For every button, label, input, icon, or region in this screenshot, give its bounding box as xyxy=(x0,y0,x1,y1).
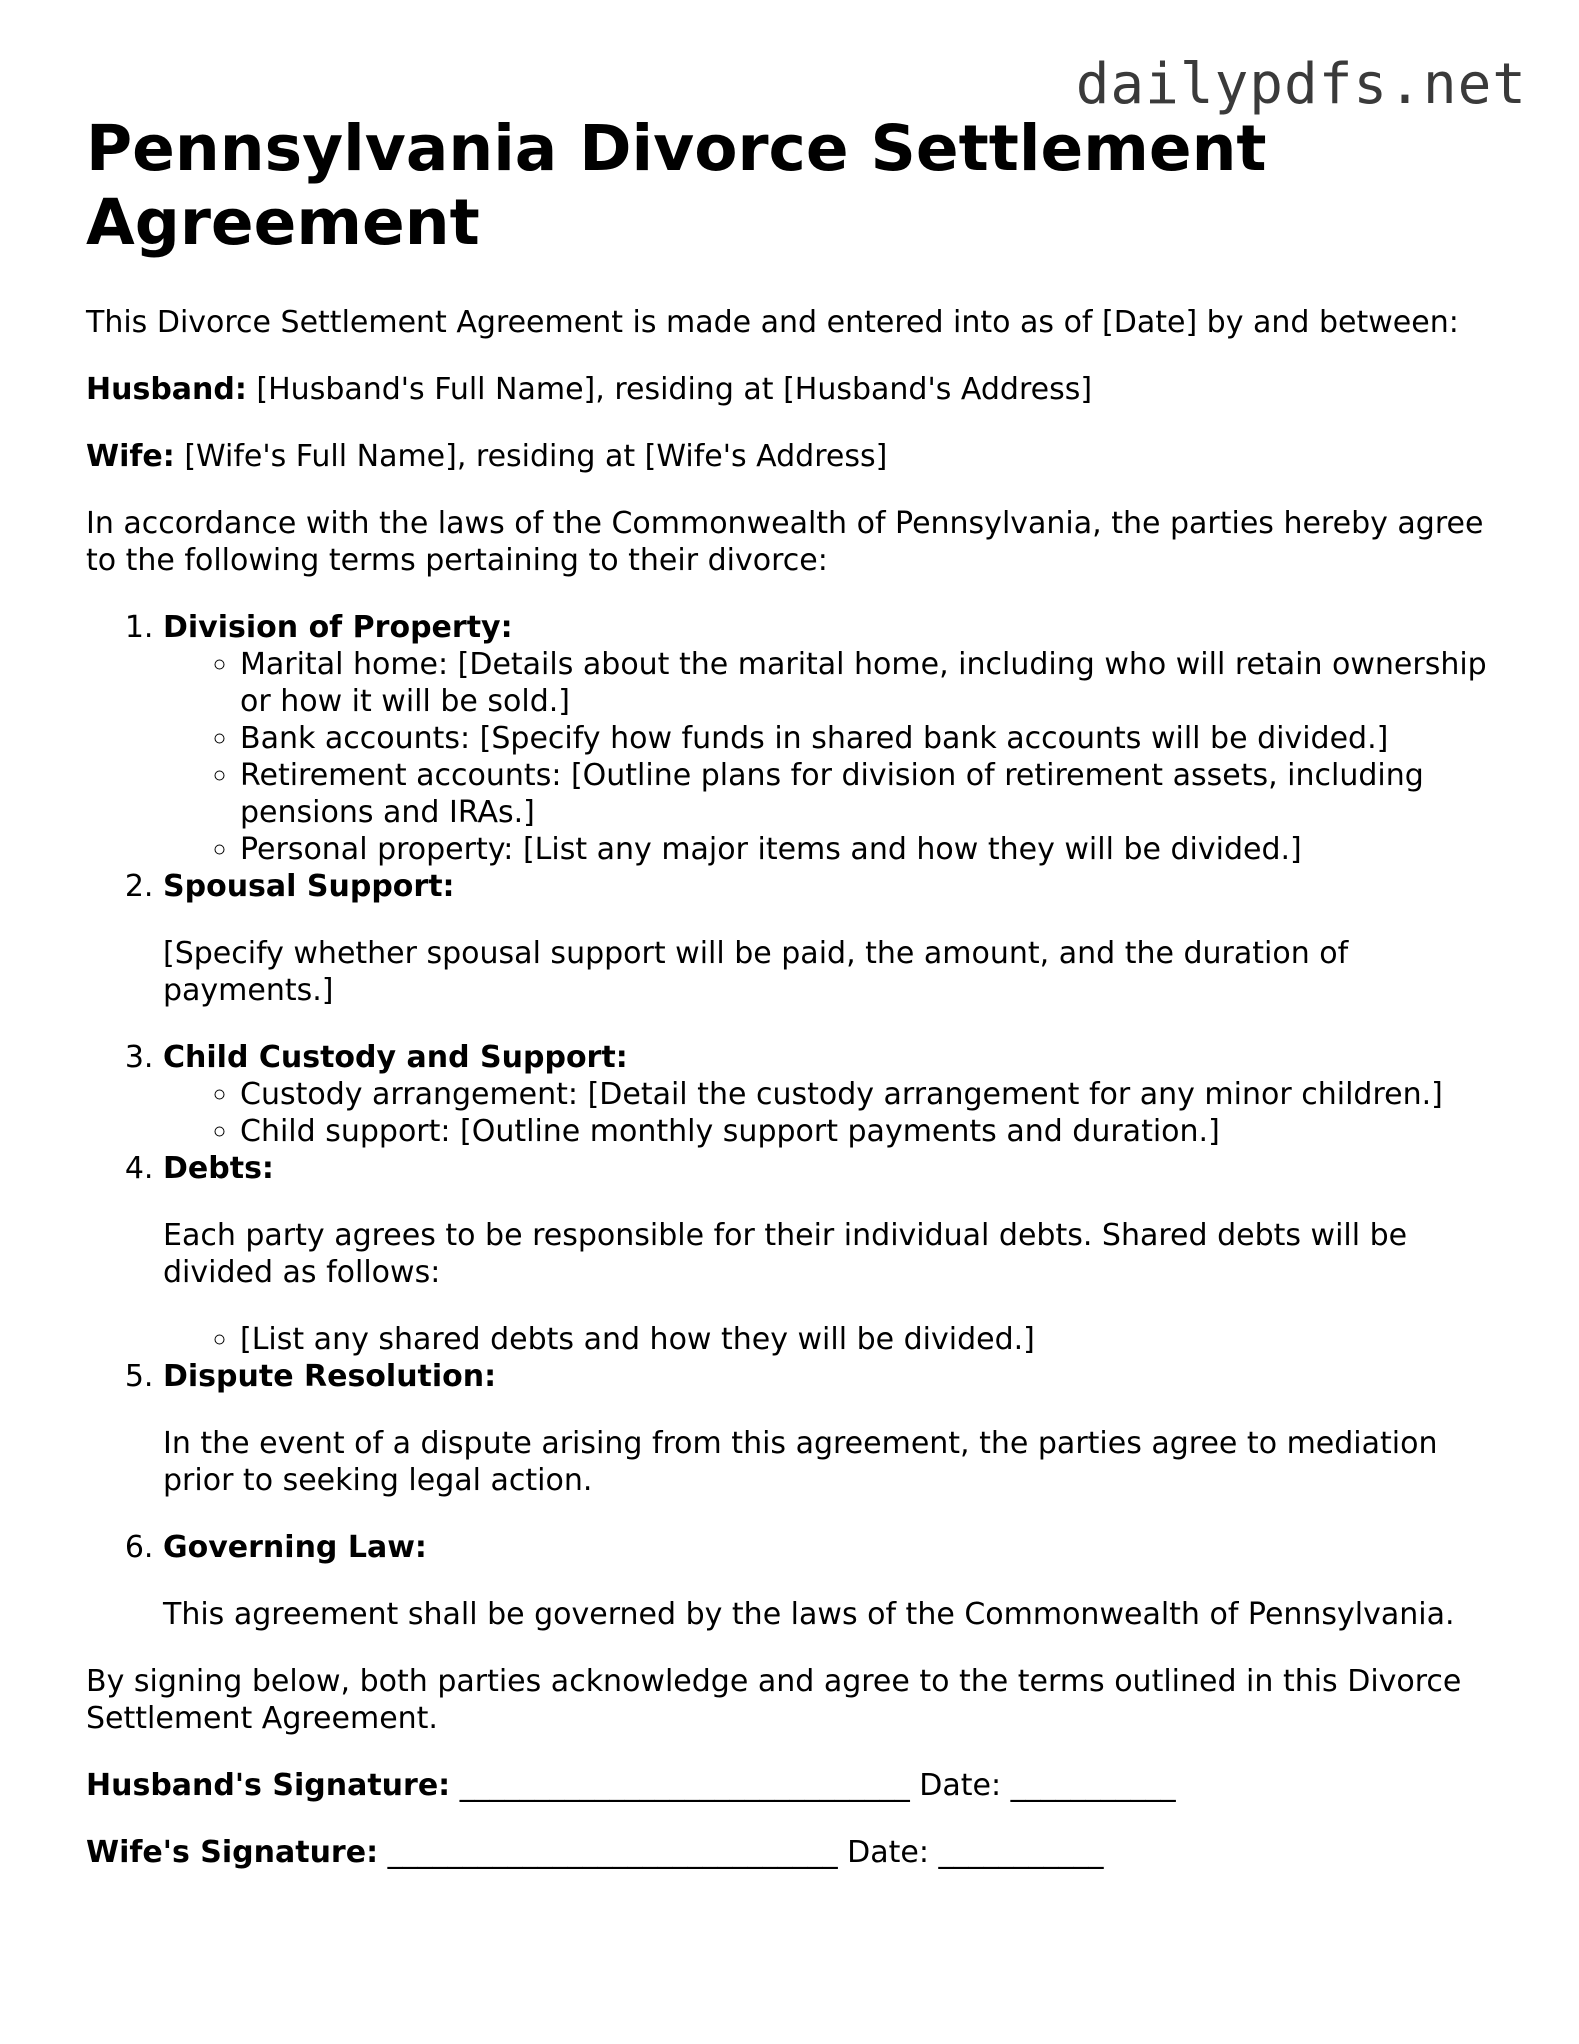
intro-paragraph: This Divorce Settlement Agreement is made and entered into as of [Date] by and between: xyxy=(86,305,1459,340)
husband-signature-line[interactable]: ______________________________ Date: ___________ xyxy=(450,1768,1176,1803)
custody-items xyxy=(163,1076,1516,1150)
document-page xyxy=(86,112,1516,1901)
section-body: This agreement shall be governed by the laws of the Commonwealth of Pennsylvania. xyxy=(163,1597,1455,1632)
section-governing-law xyxy=(163,1529,1516,1633)
section-body: Each party agrees to be responsible for their individual debts. Shared debts will be divided as follows: xyxy=(163,1218,1408,1290)
closing-paragraph: By signing below, both parties acknowledge and agree to the terms outlined in this Divorce Settlement Agreement. xyxy=(86,1664,1462,1736)
husband-details: [Husband's Full Name], residing at [Husband's Address] xyxy=(246,372,1093,407)
husband-signature-row xyxy=(86,1767,1516,1804)
list-item: ◦ Bank accounts: [Specify how funds in shared bank accounts will be divided.] xyxy=(240,720,1516,757)
preamble-paragraph: In accordance with the laws of the Commonwealth of Pennsylvania, the parties hereby agree to the following terms pertaining to their divorce: xyxy=(86,506,1484,578)
terms-list xyxy=(86,609,1516,1633)
section-debts xyxy=(163,1150,1516,1358)
husband-label: Husband: xyxy=(86,372,247,407)
wife-signature-line[interactable]: ______________________________ Date: ___________ xyxy=(378,1835,1104,1870)
wife-signature-label: Wife's Signature: xyxy=(86,1835,379,1870)
property-items xyxy=(163,646,1516,868)
husband-signature-label: Husband's Signature: xyxy=(86,1768,451,1803)
section-heading: Child Custody and Support: xyxy=(163,1040,628,1075)
section-heading: Spousal Support: xyxy=(163,869,455,904)
document-title: Pennsylvania Divorce Settlement Agreement xyxy=(86,112,1267,259)
wife-party xyxy=(86,438,1516,475)
section-dispute-resolution xyxy=(163,1358,1516,1499)
section-division-of-property xyxy=(163,609,1516,868)
section-heading: Governing Law: xyxy=(163,1530,427,1565)
list-item: ◦ Custody arrangement: [Detail the custody arrangement for any minor children.] xyxy=(240,1076,1516,1113)
section-child-custody-and-support xyxy=(163,1039,1516,1150)
section-spousal-support xyxy=(163,868,1516,1009)
section-body: [Specify whether spousal support will be paid, the amount, and the duration of payments.] xyxy=(163,936,1349,1008)
list-item: ◦ Marital home: [Details about the marital home, including who will retain ownership or how it will be sold.] xyxy=(240,646,1516,720)
section-heading: Dispute Resolution: xyxy=(163,1359,497,1394)
list-item: ◦ Retirement accounts: [Outline plans for division of retirement assets, including pensions and IRAs.] xyxy=(240,757,1516,831)
wife-label: Wife: xyxy=(86,439,175,474)
section-heading: Debts: xyxy=(163,1151,274,1186)
list-item: ◦ Child support: [Outline monthly support payments and duration.] xyxy=(240,1113,1516,1150)
list-item: ◦ [List any shared debts and how they will be divided.] xyxy=(240,1321,1516,1358)
husband-party xyxy=(86,371,1516,408)
debts-items xyxy=(163,1321,1516,1358)
list-item: ◦ Personal property: [List any major items and how they will be divided.] xyxy=(240,831,1516,868)
section-heading: Division of Property: xyxy=(163,610,513,645)
section-body: In the event of a dispute arising from this agreement, the parties agree to mediation prior to seeking legal action. xyxy=(163,1426,1438,1498)
watermark: dailypdfs.net xyxy=(1075,52,1527,117)
wife-signature-row xyxy=(86,1834,1516,1871)
wife-details: [Wife's Full Name], residing at [Wife's Address] xyxy=(174,439,888,474)
